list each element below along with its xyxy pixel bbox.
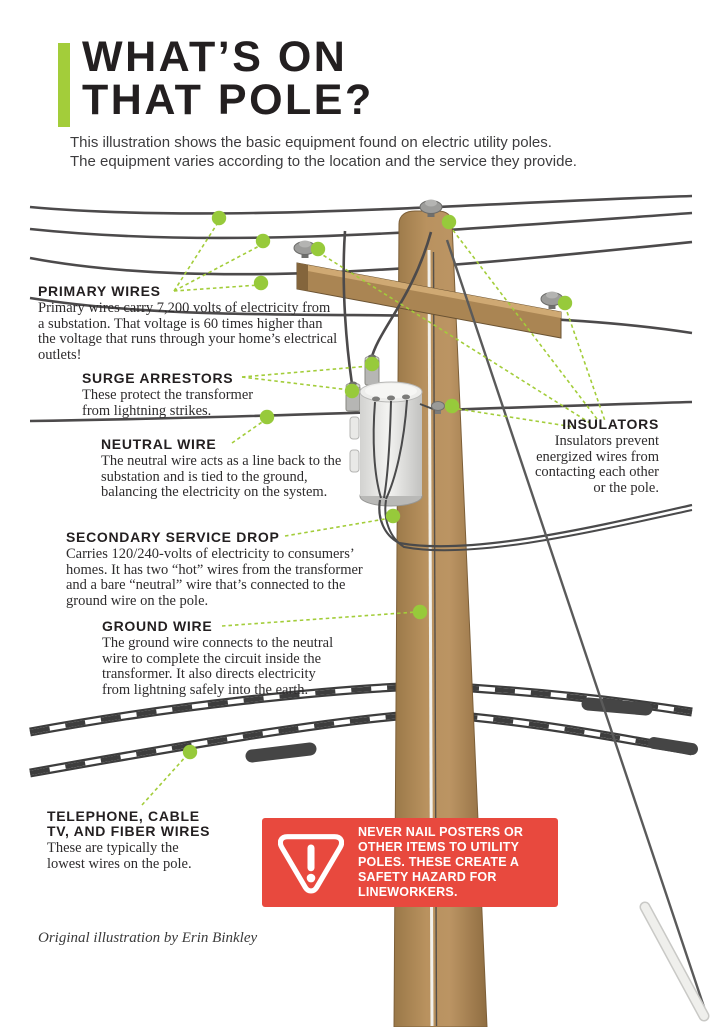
ground-wire-body: The ground wire connects to the neutral wire to complete the circuit inside the transformer. It also directs electricity from lightning safely into the earth. [102, 635, 334, 698]
label-insulators [523, 417, 659, 496]
neutral-wire-heading: NEUTRAL WIRE [101, 436, 217, 452]
neutral-wire-body: The neutral wire acts as a line back to the substation and is tied to the ground, balancing the electricity on the system. [101, 453, 342, 500]
page-subtitle-line2: The equipment varies according to the location and the service they provide. [70, 153, 577, 170]
insulators-heading: INSULATORS [562, 416, 659, 432]
secondary-service-drop-heading: SECONDARY SERVICE DROP [66, 529, 280, 545]
label-ground-wire [102, 619, 344, 698]
secondary-service-drop-body: Carries 120/240-volts of electricity to consumers’ homes. It has two “hot” wires from the transformer and a bare “neutral” wire that’s connected to the ground wire on the pole. [66, 546, 363, 609]
primary-wires-heading: PRIMARY WIRES [38, 283, 161, 299]
label-secondary-service-drop [66, 530, 382, 609]
warning-text: NEVER NAIL POSTERS OR OTHER ITEMS TO UTILITY POLES. THESE CREATE A SAFETY HAZARD FOR LINEWORKERS. [358, 824, 524, 900]
cable-splice-box [588, 704, 646, 709]
page-subtitle-line1: This illustration shows the basic equipment found on electric utility poles. [70, 134, 552, 151]
label-neutral-wire [101, 437, 343, 501]
label-surge-arrestors [82, 371, 282, 419]
telephone-cables [30, 686, 692, 773]
ground-wire-heading: GROUND WIRE [102, 618, 213, 634]
primary-wires-body: Primary wires carry 7,200 volts of electricity from a substation. That voltage is 60 times higher than the voltage that runs through your home’s electrical outlets! [38, 300, 338, 363]
cable-splice-box [252, 749, 310, 756]
telephone-cable-fiber-heading: TELEPHONE, CABLE TV, AND FIBER WIRES [47, 808, 211, 839]
surge-arrestors-heading: SURGE ARRESTORS [82, 370, 234, 386]
page-title-line2: THAT POLE? [82, 76, 374, 124]
title-accent-bar [58, 43, 70, 127]
warning-triangle-icon [278, 832, 344, 894]
telephone-cable-fiber-body: These are typically the lowest wires on the pole. [47, 840, 192, 872]
transformer [350, 382, 433, 506]
insulators-body: Insulators prevent energized wires from contacting each other or the pole. [535, 433, 659, 496]
label-primary-wires [38, 284, 340, 363]
page-title-line1: WHAT’S ON [82, 33, 348, 81]
page-subtitle [70, 133, 577, 171]
label-telephone-cable-fiber [47, 809, 217, 872]
exclamation-dot [307, 873, 316, 882]
warning-sign [262, 818, 558, 907]
surge-arrestors-body: These protect the transformer from lightning strikes. [82, 387, 254, 419]
cable-splice-box [654, 743, 692, 749]
page-title [82, 33, 374, 124]
illustration-credit: Original illustration by Erin Binkley [38, 930, 258, 946]
jumper-wire [344, 231, 352, 384]
